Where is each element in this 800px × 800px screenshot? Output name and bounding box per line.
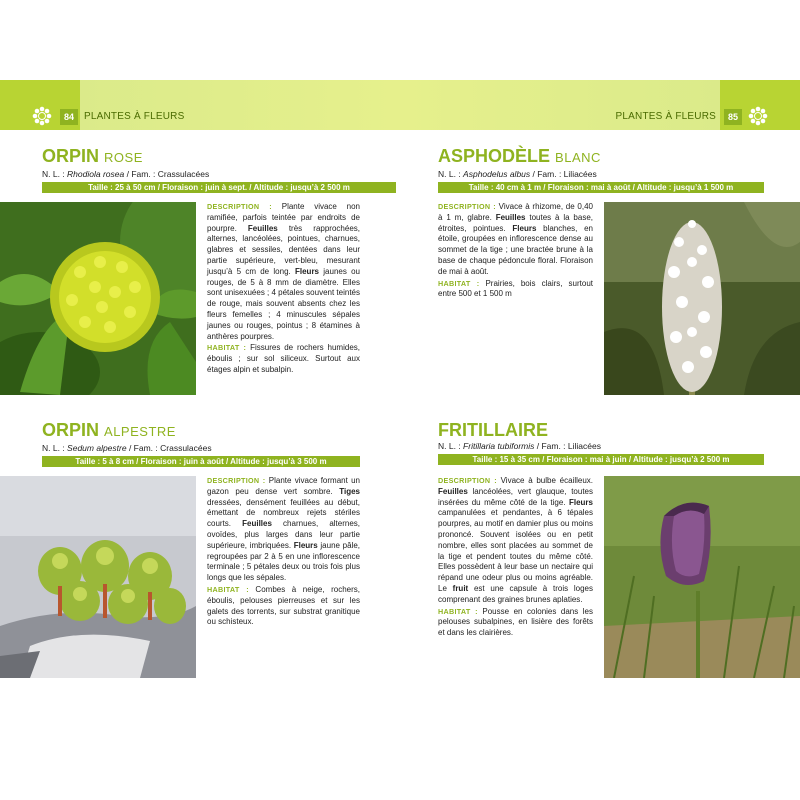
desc-keyword: Tiges: [339, 486, 360, 496]
habitat-label: HABITAT :: [438, 278, 480, 288]
desc-text: Plante vivace formant un gazon peu dense vert sombre.: [207, 476, 360, 496]
latin-name: Sedum alpestre: [67, 443, 127, 453]
family: / Fam. : Crassulacées: [124, 169, 210, 179]
desc-keyword: fruit: [452, 583, 469, 593]
section-title-left: PLANTES À FLEURS: [84, 111, 185, 122]
page-number-left: 84: [60, 109, 78, 125]
description-label: DESCRIPTION :: [438, 476, 497, 485]
desc-text: est une capsule à trois loges comprenant des graines brunes aplaties.: [438, 583, 593, 604]
description-label: DESCRIPTION :: [207, 476, 266, 485]
description-label: DESCRIPTION :: [438, 202, 496, 211]
family: / Fam. : Crassulacées: [126, 443, 212, 453]
desc-text: Vivace à rhizome, de 0,40 à 1 m, glabre.: [438, 202, 593, 222]
species-title: [438, 146, 798, 168]
latin-name-line: [438, 441, 798, 452]
section-title-right: PLANTES À FLEURS: [615, 111, 716, 122]
species-name: FRITILLAIRE: [438, 420, 548, 440]
latin-name-line: [42, 169, 402, 180]
family: / Fam. : Liliacées: [534, 441, 601, 451]
stats-bar: Taille : 40 cm à 1 m / Floraison : mai à août / Altitude : jusqu’à 1 500 m: [438, 182, 764, 193]
succulent-on-rock-photo: [0, 476, 196, 678]
desc-text: Plante vivace non ramifiée, parfois teintée par endroits de pourpre.: [207, 202, 360, 233]
stats-bar: Taille : 5 à 8 cm / Floraison : juin à août / Altitude : jusqu’à 3 500 m: [42, 456, 360, 467]
habitat-text: Prairies, bois clairs, surtout entre 500 et 1 500 m: [438, 278, 593, 299]
nl-prefix: N. L. :: [438, 169, 464, 179]
species-name: ORPIN: [42, 146, 100, 166]
stats-bar: Taille : 15 à 35 cm / Floraison : mai à juin / Altitude : jusqu’à 2 500 m: [438, 454, 764, 465]
habitat-label: HABITAT :: [438, 606, 478, 616]
desc-text: lancéolées, vert glauque, toutes insérées du même côté de la tige.: [438, 486, 593, 507]
nl-prefix: N. L. :: [438, 441, 464, 451]
desc-text: Vivace à bulbe écailleux.: [496, 476, 593, 485]
white-flower-spike-photo: [604, 202, 800, 395]
desc-text: jaune pâle, regroupées par 2 à 5 en une inflorescence terminale ; 5 pétales deux ou trois fois plus longs que les sépales.: [207, 540, 360, 583]
description-orpin-alpestre: [207, 476, 360, 629]
family: / Fam. : Liliacées: [530, 169, 597, 179]
description-label: DESCRIPTION :: [207, 202, 272, 211]
species-title: [42, 420, 402, 442]
desc-keyword: Fleurs: [295, 266, 320, 276]
desc-keyword: Feuilles: [495, 212, 526, 222]
entry-fritillaire: [438, 420, 798, 465]
habitat-text: Pousse en colonies dans les pelouses subalpines, en lisière des forêts et dans les clairières.: [438, 606, 594, 638]
desc-keyword: Feuilles: [242, 519, 272, 529]
flower-icon: [32, 106, 52, 126]
page-number-right: 85: [724, 109, 742, 125]
desc-text: charnues, alternes, ovoïdes, plus larges dans leur partie supérieure, imbriquées.: [207, 519, 361, 550]
nl-prefix: N. L. :: [42, 169, 68, 179]
desc-keyword: Feuilles: [247, 223, 278, 233]
yellow-flower-photo: [0, 202, 196, 395]
desc-text: jaunes ou rouges, de 5 à 8 mm de diamètre. Elles sont unisexuées ; 4 pétales souvent teintés de rouge, mais souvent absents chez les fleurs femelles ; 4 minuscules sépales jaunes ou rouges, pointus ; 8 étamines à anthères pourpres.: [207, 266, 361, 341]
latin-name-line: [42, 443, 402, 454]
latin-name-line: [438, 169, 798, 180]
desc-text: campanulées et pendantes, à 6 tépales pourpres, au motif en damier plus ou moins prononcé. Souvent isolées ou en petit nombre, elles sont placées au sommet de la tige et pendent toutes du même côté. Elles possèdent à leur base un nectaire qui répand une odeur plus ou moins agréable. Le: [438, 508, 593, 593]
entry-orpin-alpestre: [42, 420, 402, 467]
latin-name: Fritillaria tubiformis: [463, 441, 535, 451]
species-qualifier: ALPESTRE: [104, 424, 176, 439]
desc-keyword: Fleurs: [293, 540, 318, 550]
habitat-label: HABITAT :: [207, 343, 247, 353]
desc-text: dressées, densément feuillées au début, émettant de nombreux rejets stériles courts.: [207, 497, 360, 529]
desc-keyword: Feuilles: [438, 486, 468, 496]
habitat-text: Fissures de rochers humides, éboulis ; sur sol siliceux. Surtout aux étages alpin et subalpin.: [207, 343, 360, 374]
header-band: [0, 80, 800, 130]
habitat-text: Combes à neige, rochers, éboulis, pelouses pierreuses et sur les galets des torrents, sur substrat granitique ou schisteux.: [207, 584, 361, 627]
species-title: [438, 420, 798, 440]
desc-keyword: Fleurs: [568, 497, 593, 507]
species-name: ASPHODÈLE: [438, 146, 551, 166]
description-asphodele: [438, 202, 593, 301]
latin-name: Asphodelus albus: [463, 169, 531, 179]
entry-orpin-rose: [42, 146, 402, 193]
entry-asphodele-blanc: [438, 146, 798, 193]
species-title: [42, 146, 402, 168]
desc-keyword: Fleurs: [512, 223, 537, 233]
desc-text: très rapprochées, alternes, lancéolées, pointues, charnues, glabres et sessiles, dentées dans leur partie supérieure, vert-bleu, mesurant jusqu’à 5 cm de long.: [207, 223, 360, 276]
desc-text: toutes à la base, étroites, pointues.: [438, 212, 593, 233]
description-orpin-rose: [207, 202, 360, 377]
desc-text: blanches, en étoile, groupées en inflorescence dense au sommet de la tige ; une bractée brune à la base de chaque pédoncule floral. Floraison de mai à août.: [438, 223, 594, 276]
latin-name: Rhodiola rosea: [67, 169, 125, 179]
species-name: ORPIN: [42, 420, 100, 440]
description-fritillaire: [438, 476, 593, 640]
purple-bell-flower-photo: [604, 476, 800, 678]
habitat-label: HABITAT :: [207, 584, 249, 594]
nl-prefix: N. L. :: [42, 443, 68, 453]
flower-icon: [748, 106, 768, 126]
stats-bar: Taille : 25 à 50 cm / Floraison : juin à sept. / Altitude : jusqu’à 2 500 m: [42, 182, 396, 193]
species-qualifier: ROSE: [104, 150, 143, 165]
species-qualifier: BLANC: [555, 150, 601, 165]
